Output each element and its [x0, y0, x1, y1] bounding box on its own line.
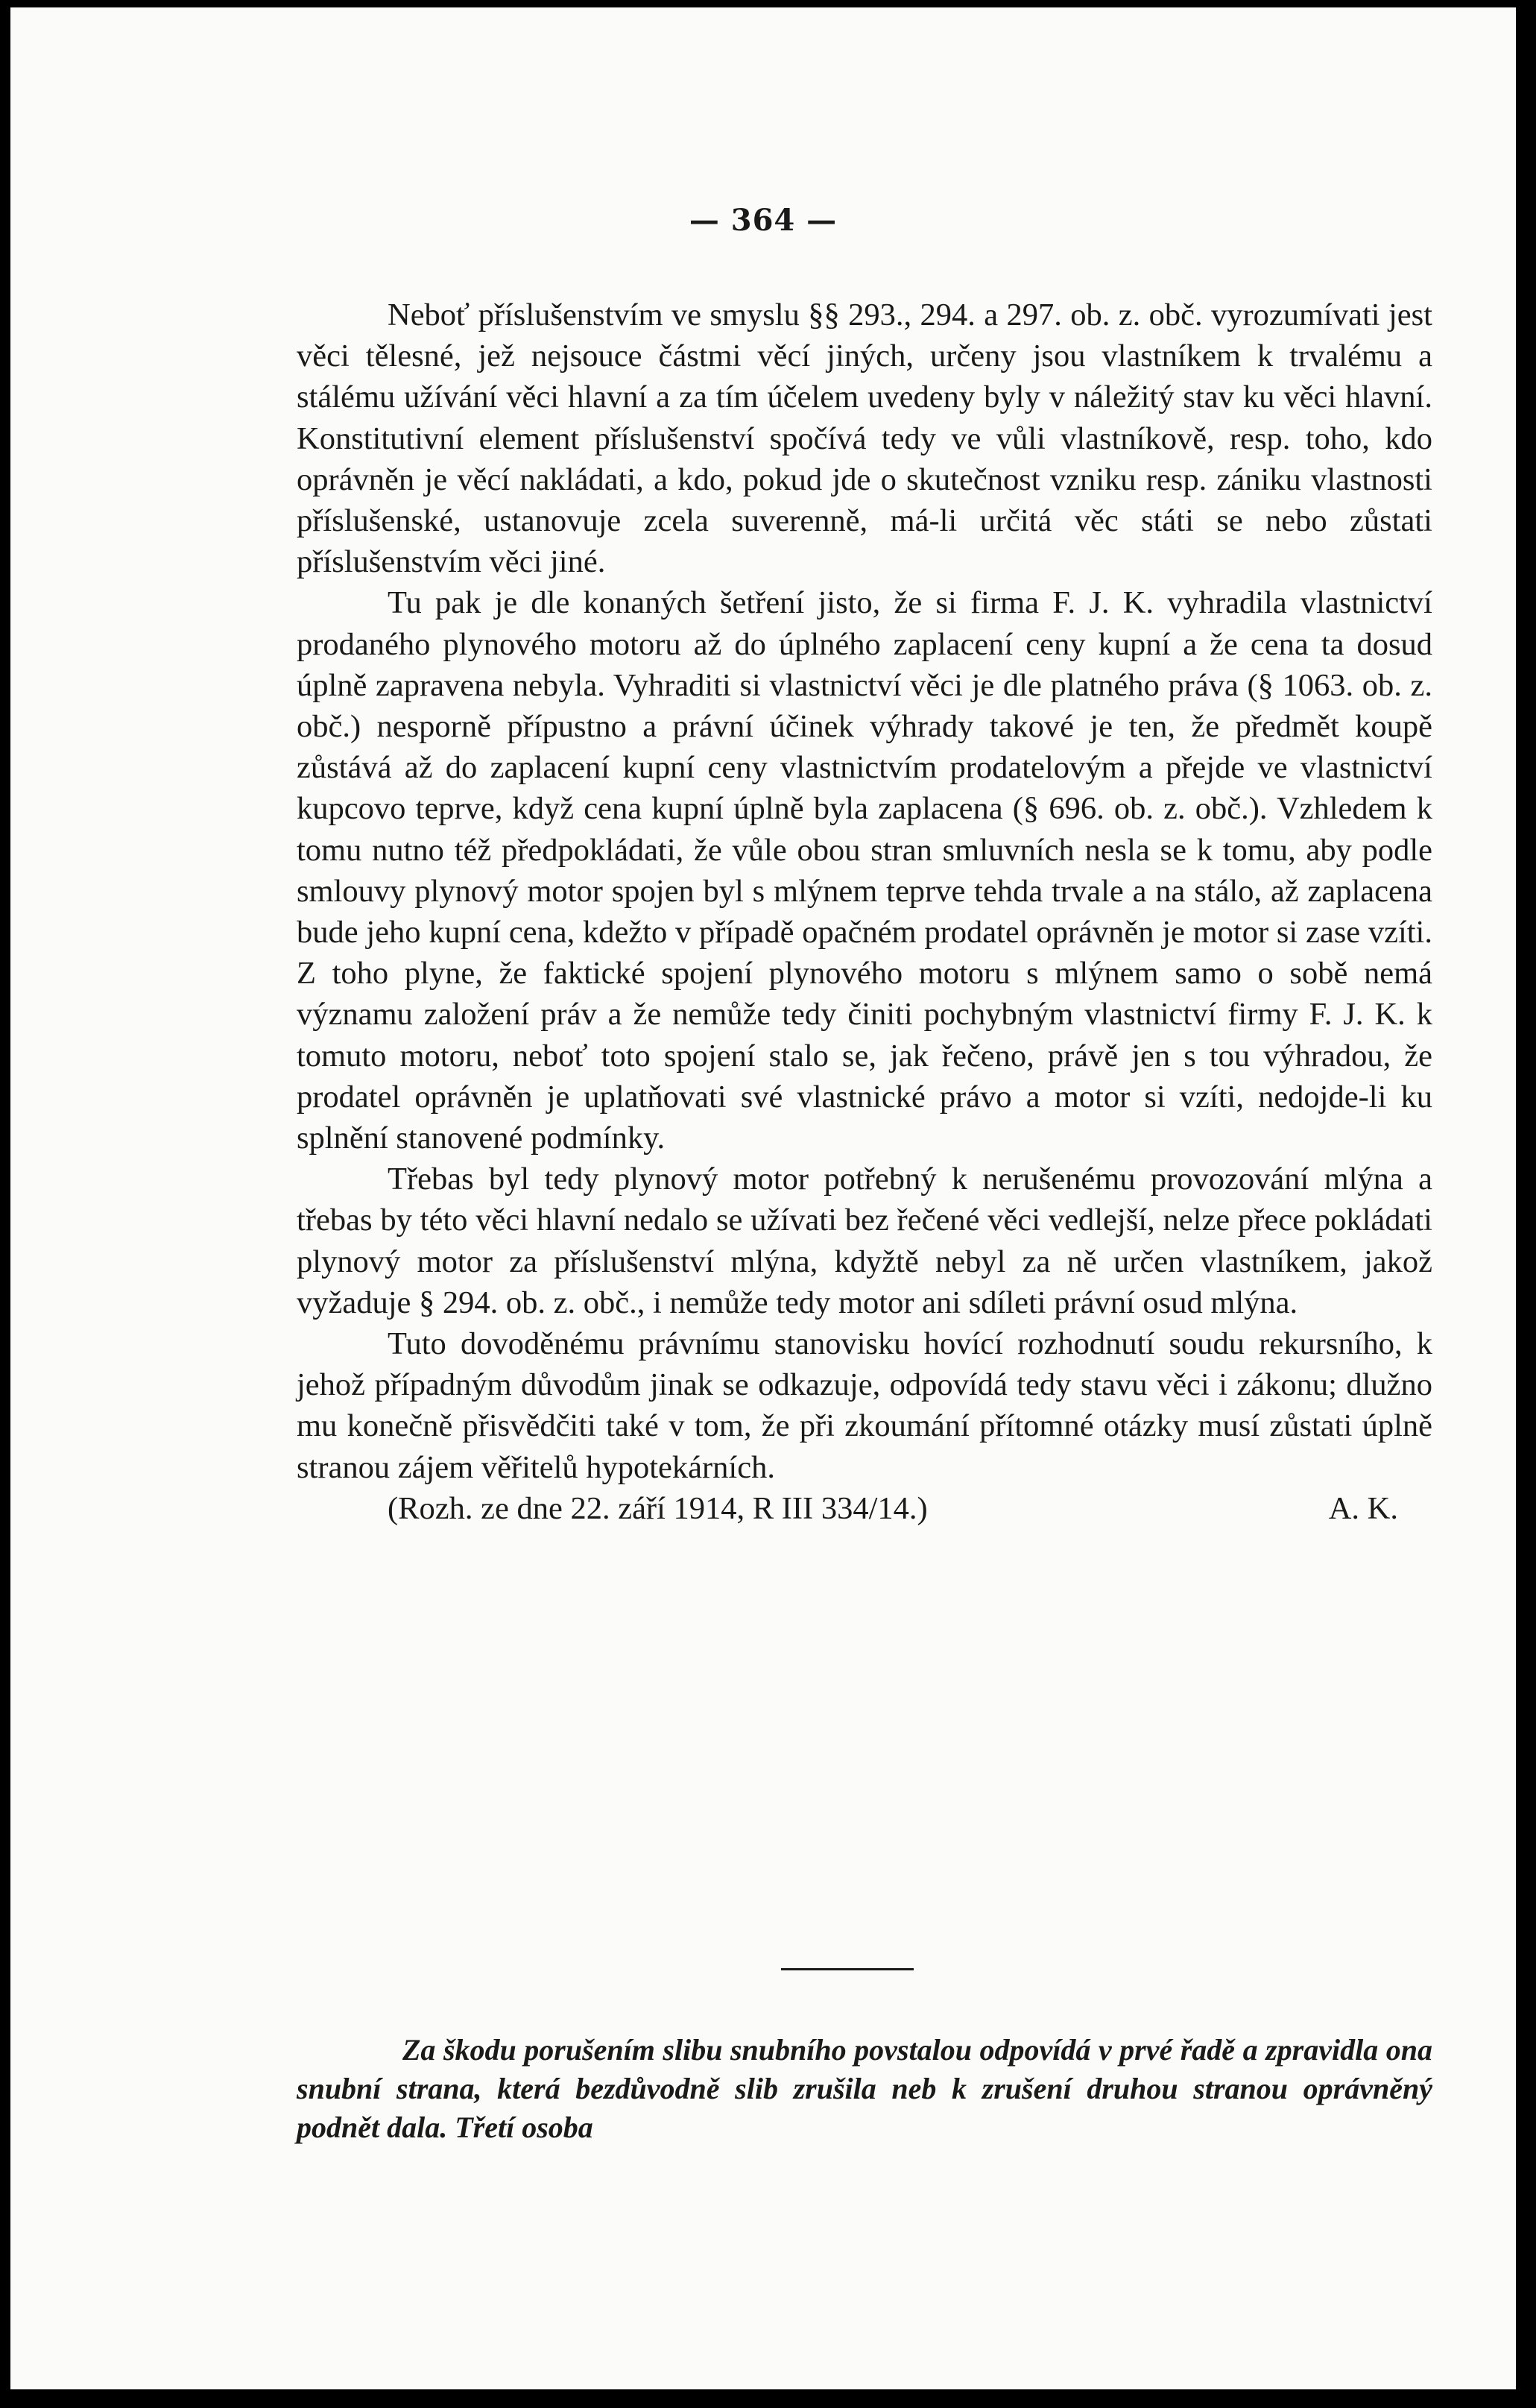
citation-source: (Rozh. ze dne 22. září 1914, R III 334/14.): [388, 1490, 928, 1526]
paragraph-1: Neboť příslušenstvím ve smyslu §§ 293., 294. a 297. ob. z. obč. vyrozumívati jest věci tělesné, jež nejsouce částmi věcí jiných, určeny jsou vlastníkem k trvalému a stálému užívání věci hlavní a za tím účelem uvedeny byly v náležitý stav ku věci hlavní. Konstitutivní element příslušenství spočívá tedy ve vůli vlastníkově, resp. toho, kdo oprávněn je věcí nakládati, a kdo, pokud jde o skutečnost vzniku resp. zániku vlastnosti příslušenské, ustanovuje zcela suverenně, má-li určitá věc státi se nebo zůstati příslušenstvím věci jiné.: [297, 297, 1432, 580]
page-number: — 364 —: [689, 203, 838, 238]
paragraph-4: Tuto dovoděnému právnímu stanovisku hovící rozhodnutí soudu rekursního, k jehož případným důvodům jinak se odkazuje, odpovídá tedy stavu věci i zákonu; dlužno mu konečně přisvědčiti také v tom, že při zkoumání přítomné otázky musí zůstati úplně stranou zájem věřitelů hypotekárních.: [297, 1326, 1432, 1485]
next-decision-summary: Za škodu porušením slibu snubního povstalou odpovídá v prvé řadě a zpravidla ona snubní strana, která bezdůvodně slib zrušila neb k zrušení druhou stranou oprávněný podnět dala. Třetí osoba: [297, 2033, 1432, 2144]
section-separator: [781, 1968, 914, 1970]
decision-citation: [297, 1488, 1432, 1529]
book-page: [10, 7, 1516, 2389]
citation-initials: A. K.: [1328, 1490, 1398, 1526]
paragraph-3: Třebas byl tedy plynový motor potřebný k nerušenému provozování mlýna a třebas by této věci hlavní nedalo se užívati bez řečené věci vedlejší, nelze přece pokládati plynový motor za příslušenství mlýna, kdyžtě nebyl za ně určen vlastníkem, jakož vyžaduje § 294. ob. z. obč., i nemůže tedy motor ani sdíleti právní osud mlýna.: [297, 1162, 1432, 1320]
paragraph-2: Tu pak je dle konaných šetření jisto, že si firma F. J. K. vyhradila vlastnictví prodaného plynového motoru až do úplného zaplacení ceny kupní a že cena ta dosud úplně zapravena nebyla. Vyhraditi si vlastnictví věci je dle platného práva (§ 1063. ob. z. obč.) nesporně přípustno a právní účinek výhrady takové je ten, že předmět koupě zůstává až do zaplacení kupní ceny vlastnictvím prodatelovým a přejde ve vlastnictví kupcovo teprve, když cena kupní úplně byla zaplacena (§ 696. ob. z. obč.). Vzhledem k tomu nutno též předpokládati, že vůle obou stran smluvních nesla se k tomu, aby podle smlouvy plynový motor spojen byl s mlýnem teprve tehda trvale a na stálo, až zaplacena bude jeho kupní cena, kdežto v případě opačném prodatel oprávněn je motor si zase vzíti. Z toho plyne, že faktické spojení plynového motoru s mlýnem samo o sobě nemá významu založení práv a že nemůže tedy činiti pochybným vlastnictví firmy F. J. K. k tomuto motoru, neboť toto spojení stalo se, jak řečeno, právě jen s tou výhradou, že prodatel oprávněn je uplatňovati své vlastnické právo a motor si vzíti, nedojde-li ku splnění stanovené podmínky.: [297, 585, 1432, 1156]
main-text: [297, 294, 1432, 1529]
